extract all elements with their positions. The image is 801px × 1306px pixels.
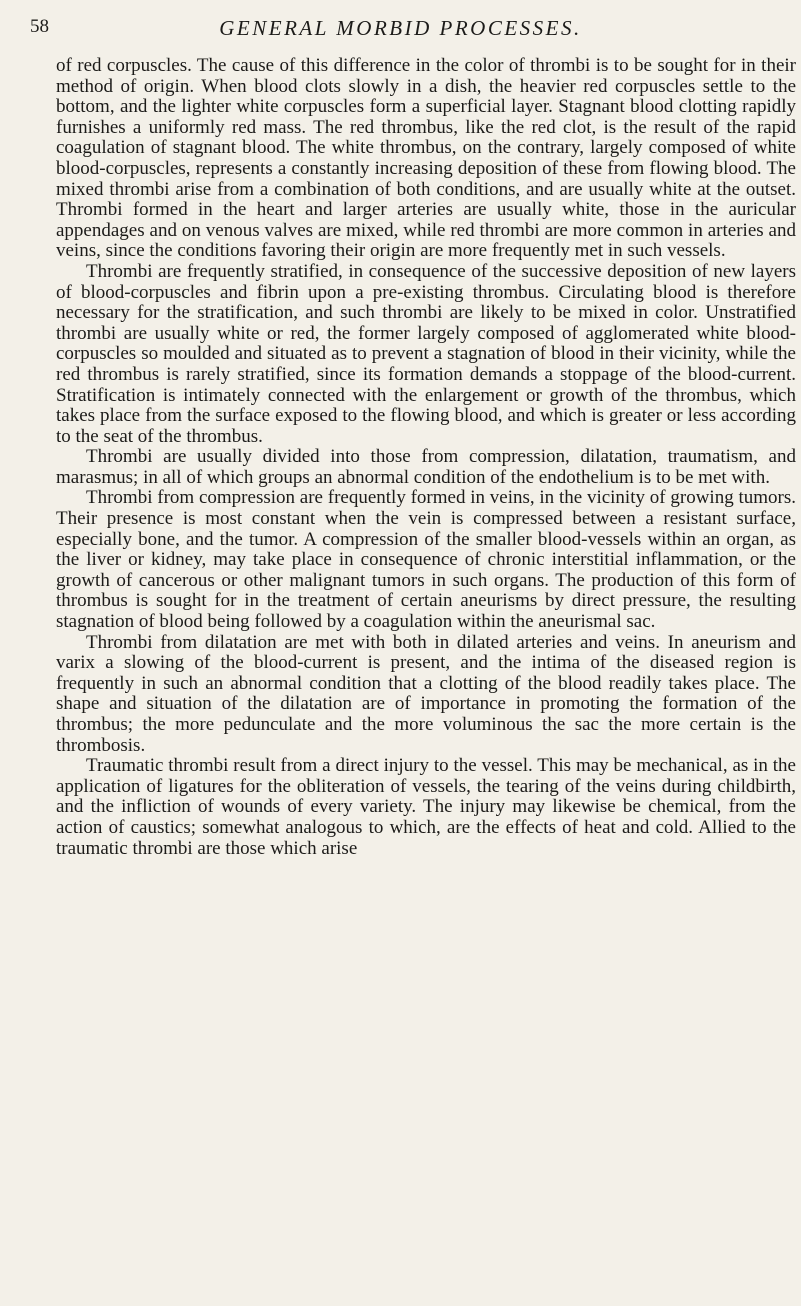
running-title: GENERAL MORBID PROCESSES.: [219, 16, 582, 40]
body-text: [56, 56, 796, 859]
page-number: 58: [30, 16, 49, 37]
paragraph: of red corpuscles. The cause of this difference in the color of thrombi is to be sought for in their method of origin. When blood clots slowly in a dish, the heavier red corpuscles settle to the bottom, and the lighter white corpuscles form a superficial layer. Stagnant blood clotting rapidly furnishes a uniformly red mass. The red thrombus, like the red clot, is the result of the rapid coagulation of stagnant blood. The white thrombus, on the contrary, largely composed of white blood-corpuscles, represents a constantly increasing deposition of these from flowing blood. The mixed thrombi arise from a combination of both conditions, and are usually white at the outset. Thrombi formed in the heart and larger arteries are usually white, those in the auricular appendages and on venous valves are mixed, while red thrombi are more common in arteries and veins, since the conditions favoring their origin are more frequently met in such vessels.: [56, 55, 796, 262]
paragraph: Thrombi are usually divided into those from compression, dilatation, traumatism, and marasmus; in all of which groups an abnormal condition of the endothelium is to be met with.: [56, 446, 796, 488]
paragraph: Thrombi from dilatation are met with both in dilated arteries and veins. In aneurism and varix a slowing of the blood-current is present, and the intima of the diseased region is frequently in such an abnormal condition that a clotting of the blood readily takes place. The shape and situation of the dilatation are of importance in promoting the formation of the thrombus; the more pedunculate and the more voluminous the sac the more certain is the thrombosis.: [56, 631, 796, 756]
paragraph: Thrombi from compression are frequently formed in veins, in the vicinity of growing tumors. Their presence is most constant when the vein is compressed between a resistant surface, especially bone, and the tumor. A compression of the smaller blood-vessels within an organ, as the liver or kidney, may take place in consequence of chronic interstitial inflammation, or the growth of cancerous or other malignant tumors in such organs. The production of this form of thrombus is sought for in the treatment of certain aneurisms by direct pressure, the resulting stagnation of blood being followed by a coagulation within the aneurismal sac.: [56, 487, 796, 633]
paragraph: Thrombi are frequently stratified, in consequence of the successive deposition of new layers of blood-corpuscles and fibrin upon a pre-existing thrombus. Circulating blood is therefore necessary for the stratification, and such thrombi are likely to be mixed in color. Unstratified thrombi are usually white or red, the former largely composed of agglomerated white blood-corpuscles so moulded and situated as to prevent a stagnation of blood in their vicinity, while the red thrombus is rarely stratified, since its formation demands a stoppage of the blood-current. Stratification is intimately connected with the enlargement or growth of the thrombus, which takes place from the surface exposed to the flowing blood, and which is greater or less according to the seat of the thrombus.: [56, 260, 796, 447]
paragraph: Traumatic thrombi result from a direct injury to the vessel. This may be mechanical, as in the application of ligatures for the obliteration of vessels, the tearing of the veins during childbirth, and the infliction of wounds of every variety. The injury may likewise be chemical, from the action of caustics; somewhat analogous to which, are the effects of heat and cold. Allied to the traumatic thrombi are those which arise: [56, 755, 796, 859]
